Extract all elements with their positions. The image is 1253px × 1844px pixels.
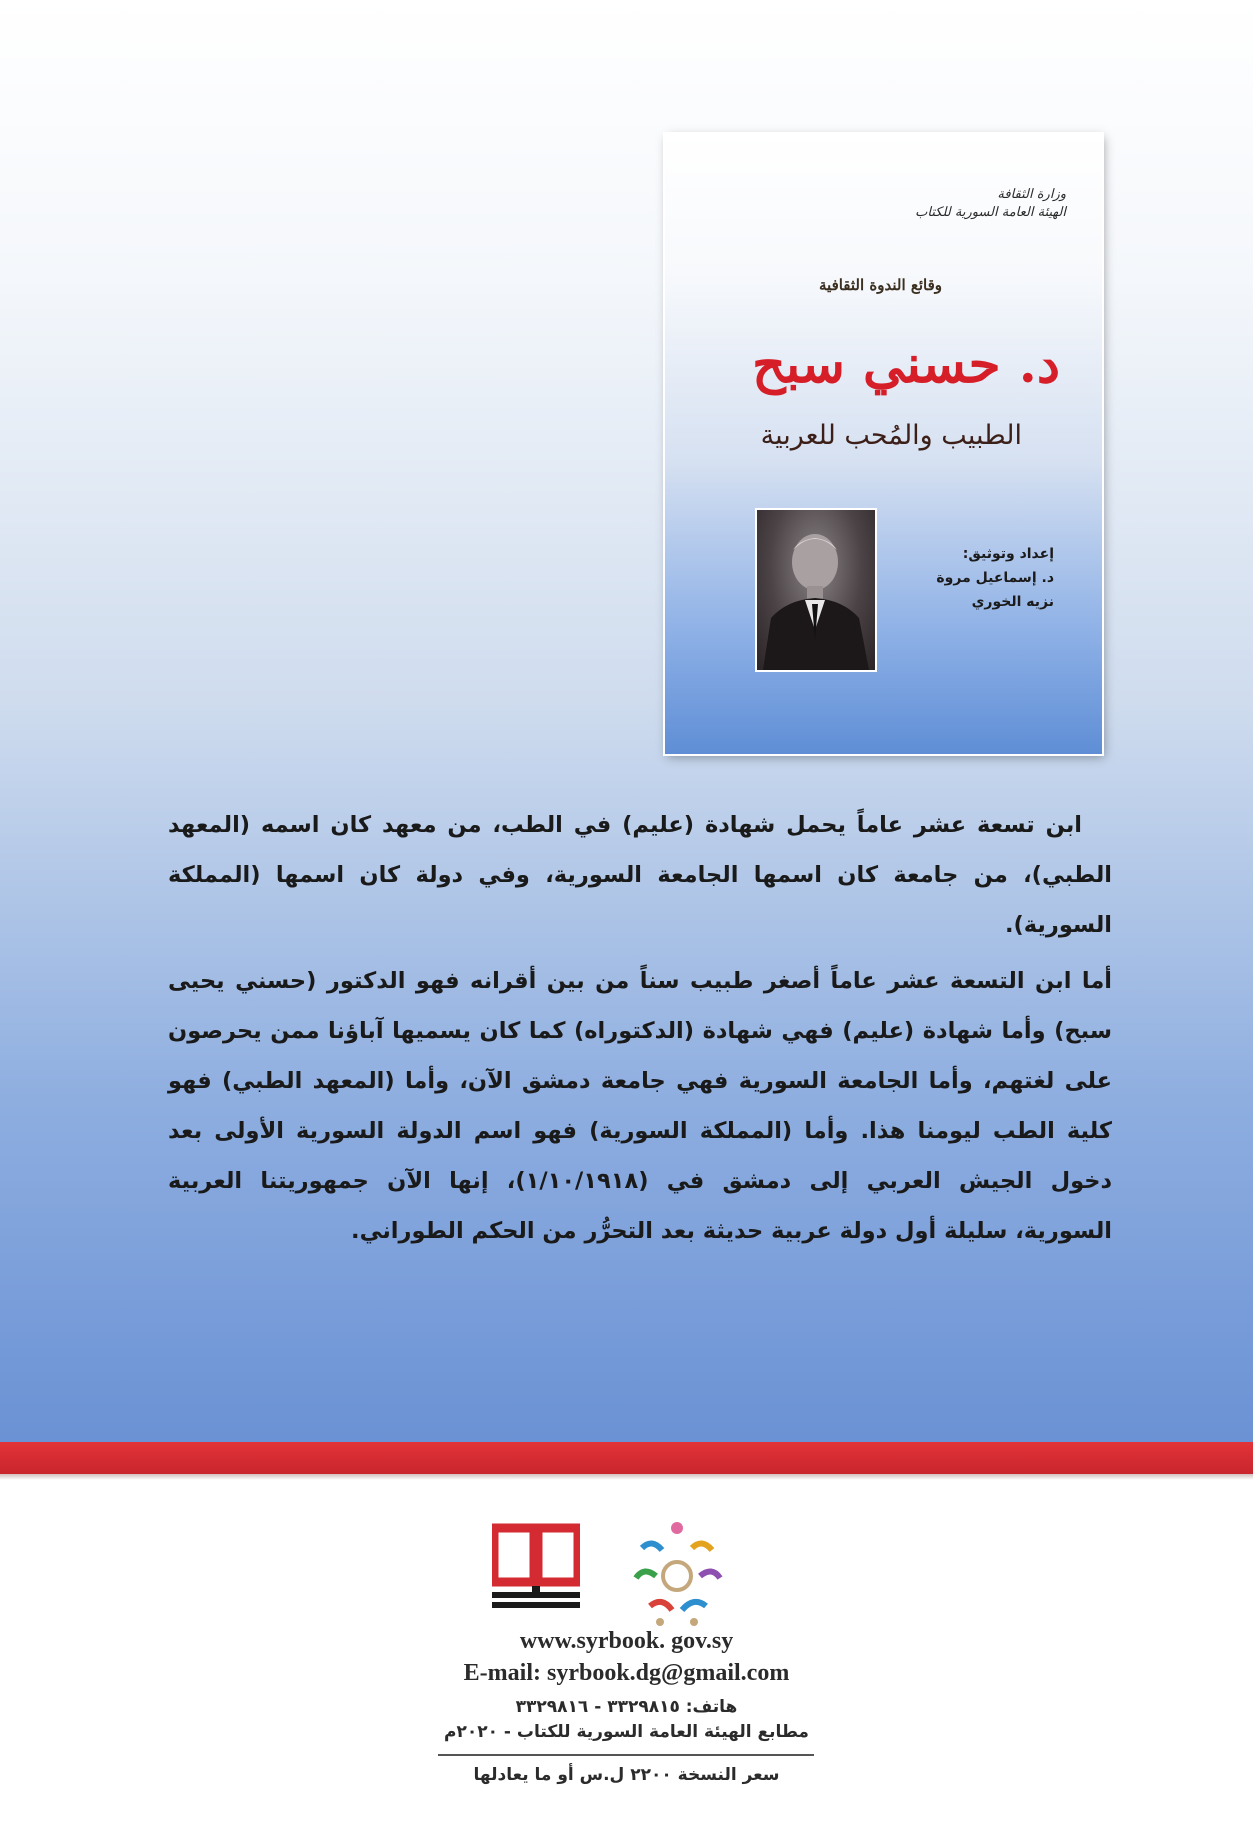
- price-label: سعر النسخة ٢٢٠٠ ل.س أو ما يعادلها: [473, 1765, 780, 1785]
- cover-author-1: د. إسماعيل مروة: [936, 570, 1054, 586]
- cover-prep-label: إعداد وتوثيق:: [962, 546, 1054, 562]
- cover-author-2: نزيه الخوري: [971, 594, 1054, 610]
- cover-ministry-line2: الهيئة العامة السورية للكتاب: [915, 205, 1066, 220]
- portrait-figure-icon: [757, 510, 875, 670]
- cover-series: وقائع الندوة الثقافية: [819, 276, 942, 294]
- publisher-book-logo: [492, 1520, 580, 1616]
- paragraph-2: أما ابن التسعة عشر عاماً أصغر طبيب سناً من بين أقرانه فهو الدكتور (حسني يحيى سبح) وأما شهادة (عليم) فهي شهادة (الدكتوراه) كما كان يسميها آباؤنا ممن يحرصون على لغتهم، وأما الجامعة السورية فهي جامعة دمشق الآن، وأما (المعهد الطبي) فهو كلية الطب ليومنا هذا. وأما (المملكة السورية) فهو اسم الدولة السورية الأولى بعد دخول الجيش العربي إلى دمشق في (١/١٠/١٩١٨)، إنها الآن جمهوريتنا العربية السورية، سليلة أول دولة عربية حديثة بعد التحرُّر من الحكم الطوراني.: [168, 968, 1112, 1244]
- red-band: [0, 1442, 1253, 1474]
- cover-ministry-line1: وزارة الثقافة: [997, 187, 1066, 202]
- phone-numbers: هاتف: ٣٣٢٩٨١٥ - ٣٣٢٩٨١٦: [515, 1697, 738, 1717]
- email-link[interactable]: E-mail: syrbook.dg@gmail.com: [463, 1660, 790, 1686]
- red-band-shadow: [0, 1474, 1253, 1480]
- divider-rule: [438, 1754, 814, 1756]
- cover-subtitle: الطبيب والمُحب للعربية: [760, 420, 1022, 451]
- ministry-culture-logo: [622, 1518, 732, 1628]
- cover-title: د. حسني سبح: [752, 334, 1060, 395]
- culture-emblem-icon: [622, 1518, 732, 1628]
- cover-authors: [884, 542, 1054, 614]
- website-link[interactable]: www.syrbook. gov.sy: [519, 1628, 734, 1654]
- printer-imprint: مطابع الهيئة العامة السورية للكتاب - ٢٠٢٠م: [444, 1722, 809, 1742]
- back-cover-text: [168, 800, 1112, 1256]
- cover-ministry: [846, 186, 1066, 222]
- portrait-photo: [755, 508, 877, 672]
- paragraph-1: ابن تسعة عشر عاماً يحمل شهادة (عليم) في الطب، من معهد كان اسمه (المعهد الطبي)، من جامعة كان اسمها الجامعة السورية، وفي دولة كان اسمها (المملكة السورية).: [168, 812, 1112, 938]
- open-book-icon: [492, 1520, 580, 1616]
- book-cover-thumbnail: [665, 134, 1102, 754]
